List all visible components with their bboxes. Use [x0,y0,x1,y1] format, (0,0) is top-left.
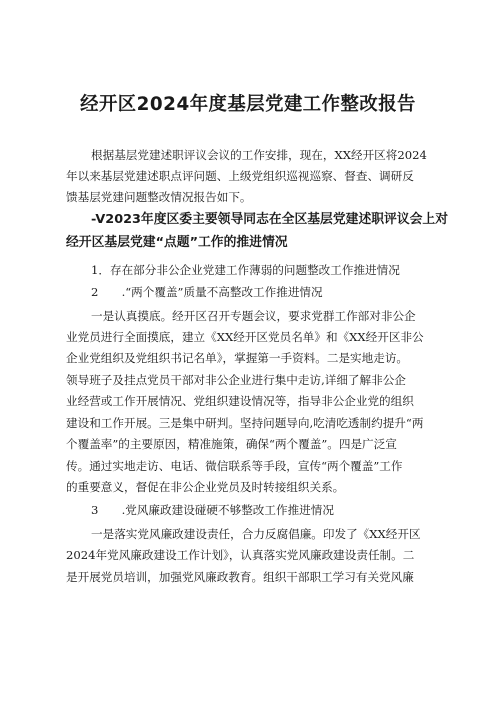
item-1: 1．存在部分非公企业党建工作薄弱的问题整改工作推进情况 [91,263,400,277]
item-2: 2 .“两个覆盖”质量不高整改工作推进情况 [91,285,323,299]
para-2-line-1: 一是认真摸底。经开区召开专题会议，要求党群工作部对非公企 [91,309,416,323]
para-2-line-5: 业经营或工作开展情况、党组织建设情况等，指导非公企业党的组织 [66,394,414,408]
para-2-line-7: 个覆盖率”的主要原因，精准施策，确保“两个覆盖”。四是广泛宣 [66,437,397,451]
section-heading-line-2: 经开区基层党建“点题”工作的推进情况 [66,235,288,250]
item-3: 3 .党风廉政建设碰硬不够整改工作推进情况 [91,503,334,517]
para-3-line-3: 是开展党员培训，加强党风廉政教育。组织干部职工学习有关党风廉 [66,570,414,584]
para-1-line-3: 馈基层党建问题整改情况报告如下。 [66,190,252,204]
para-2-line-4: 领导班子及挂点党员干部对非公企业进行集中走访,详细了解非公企 [66,373,406,387]
para-2-line-2: 业党员进行全面摸底，建立《XX经开区党员名单》和《XX经开区非公 [66,330,424,344]
para-1-line-2: 年以来基层党建述职点评问题、上级党组织巡视巡察、督查、调研反 [66,169,414,183]
para-2-line-9: 的重要意义，督促在非公企业党员及时转接组织关系。 [66,480,345,494]
para-3-line-1: 一是落实党风廉政建设责任，合力反腐倡廉。印发了《XX经开区 [91,527,421,541]
para-2-line-3: 企业党组织及党组织书记名单》，掌握第一手资料。二是实地走访。 [66,351,409,365]
para-3-line-2: 2024年党风廉政建设工作计划》，认真落实党风廉政建设责任制。二 [66,548,415,562]
document-title: 经开区2024年度基层党建工作整改报告 [80,94,416,115]
para-1-line-1: 根据基层党建述职评议会议的工作安排，现在，XX经开区将2024 [91,148,427,162]
para-2-line-8: 传。通过实地走访、电话、微信联系等手段，宣传“两个覆盖”工作 [66,459,403,473]
para-2-line-6: 建设和工作开展。三是集中研判。坚持问题导向,吃清吃透制约提升“两 [66,416,424,430]
section-heading-line-1: -V2023年度区委主要领导同志在全区基层党建述职评议会上对 [91,212,449,227]
